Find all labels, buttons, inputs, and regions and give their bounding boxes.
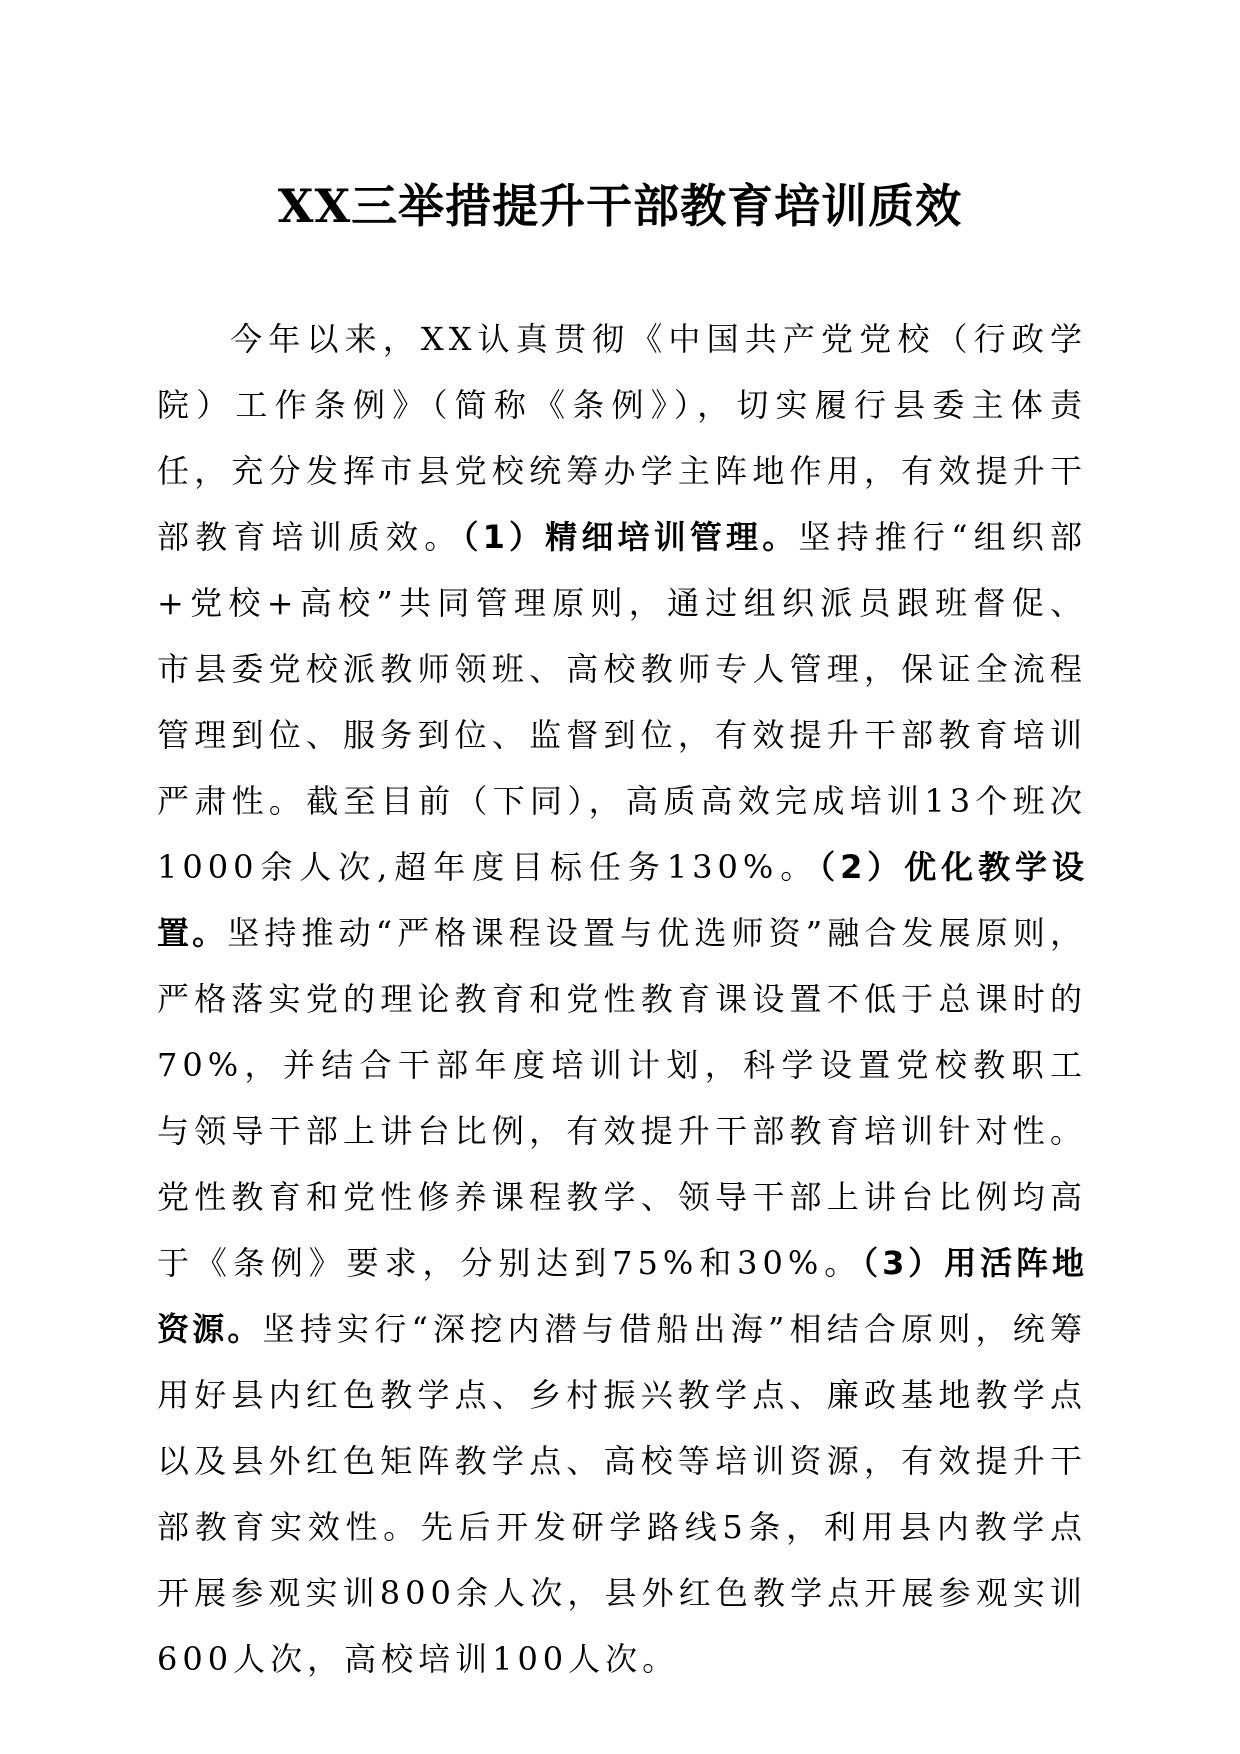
- intro-text: 今年以来，XX认真贯彻《中国共产党党校（行政学院）工作条例》（简称《条例》），切实履行县委主体责任，充分发挥市县党校统筹办学主阵地作用，有效提升干部教育培训质效。: [157, 320, 1087, 556]
- document-body: [157, 306, 1087, 1692]
- measure-3-text: 坚持实行“深挖内潜与借船出海”相结合原则，统筹用好县内红色教学点、乡村振兴教学点、廉政基地教学点以及县外红色矩阵教学点、高校等培训资源，有效提升干部教育实效性。先后开发研学路线5条，利用县内教学点开展参观实训800余人次，县外红色教学点开展参观实训600人次，高校培训100人次。: [157, 1310, 1087, 1678]
- measure-2-text: 坚持推动“严格课程设置与优选师资”融合发展原则，严格落实党的理论教育和党性教育课设置不低于总课时的70%，并结合干部年度培训计划，科学设置党校教职工与领导干部上讲台比例，有效提升干部教育培训针对性。党性教育和党性修养课程教学、领导干部上讲台比例均高于《条例》要求，分别达到75%和30%。: [157, 914, 1087, 1282]
- measure-1-heading: （1）精细培训管理。: [462, 518, 799, 556]
- measure-3-heading: （3）用活阵地资源。: [157, 1244, 1087, 1348]
- measure-1-text: 坚持推行“组织部+党校+高校”共同管理原则，通过组织派员跟班督促、市县委党校派教师领班、高校教师专人管理，保证全流程管理到位、服务到位、监督到位，有效提升干部教育培训严肃性。截至目前（下同），高质高效完成培训13个班次1000余人次,超年度目标任务130%。: [157, 518, 1087, 886]
- measure-2-heading: （2）优化教学设置。: [157, 848, 1087, 952]
- document-title: XX三举措提升干部教育培训质效: [277, 179, 963, 233]
